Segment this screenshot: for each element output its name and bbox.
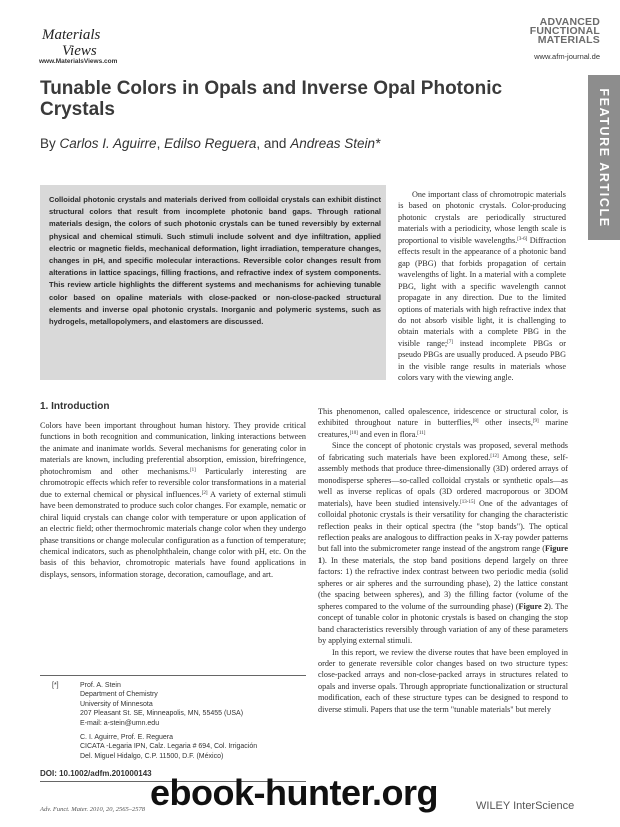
feature-article-tab xyxy=(588,75,620,240)
paragraph-text: ). In these materials, the stop band positions depend largely on three factors: 1) the refractive index contrast between two periodic media (solid spheres or air spheres and the surrounding phase), 2) the lattice constant (the spacing between spheres), and 3) the filling factor (volume of the spheres compared to the volume of the surrounding phase) ( xyxy=(318,555,568,611)
paragraph-text: Diffraction effects result in the appearance of a photonic band gap (PBG) that forbids propagation of certain wavelengths of light. In a material with a complete PBG, light with a specific wavelength cannot propagate in any direction. Due to the limited options of materials with high refractive index that do not absorb visible light, it is challenging to obtain materials with a complete PBG in the visible range; xyxy=(398,235,566,348)
logo-line1: Materials xyxy=(42,27,101,43)
citation: [9] xyxy=(532,419,539,425)
citation: [13-15] xyxy=(460,499,476,505)
by-label: By xyxy=(40,136,56,151)
watermark: ebook-hunter.org xyxy=(150,772,438,813)
paragraph-text: A variety of external stimuli have been demonstrated to produce such color changes. For example, nematic or chiral liquid crystals can change color with temperature or upon application of an electric field; other thermochromic materials change color when they undergo phase transitions or change molecular configuration as a function of temperature; chemical indicators, such as phenolphthalein, change color with pH, etc. On the basis of this behavior, chromotropic materials have found applications in displays, sensors, information storage, decoration, camouflage, and art. xyxy=(40,489,306,579)
journal-reference: Adv. Funct. Mater. 2010, 20, 2565–2578 xyxy=(40,806,145,813)
citation: [2] xyxy=(201,490,208,496)
paragraph-text: other insects, xyxy=(478,418,533,428)
materials-views-logo xyxy=(40,24,135,58)
citation: [11] xyxy=(417,430,426,436)
paragraph-text: Since the concept of photonic crystals was proposed, several methods of fabricating such materials have been explored. xyxy=(318,441,568,462)
afm-logo xyxy=(490,18,600,45)
footnote-divider xyxy=(40,675,306,676)
paragraph-text: marine creatures, xyxy=(318,418,569,439)
footnote-line: Department of Chemistry xyxy=(80,691,158,699)
author-3: Andreas Stein* xyxy=(290,136,381,151)
afm-journal-url[interactable]: www.afm-journal.de xyxy=(534,52,600,61)
citation: [1] xyxy=(189,467,196,473)
publisher-logo: WILEY InterScience xyxy=(476,800,575,812)
paragraph-text: instead incomplete PBGs or pseudo PBGs are usually produced. A pseudo PBG in the visible range results in materials whose colors vary with the viewing angle. xyxy=(398,338,566,383)
footnote-line: CICATA -Legaria IPN, Calz. Legaria # 694, Col. Irrigación xyxy=(80,743,258,751)
paragraph-text: In this report, we review the diverse routes that have been employed in order to generate reversible color changes based on two structure types: close-packed arrays and non-close-packed arrays in structures related to opals and inverse opals. Through appropriate functionalization or structural modification, each of these structure types can be designed to respond to diverse stimuli. Papers that use the term "tunable materials" but merely xyxy=(318,647,568,714)
footnote-mark: [*] xyxy=(52,682,59,689)
author-byline: By Carlos I. Aguirre, Edilso Reguera, and Andreas Stein* xyxy=(40,136,381,151)
right-column-bottom xyxy=(318,406,568,715)
footnote-email[interactable]: E-mail: a-stein@umn.edu xyxy=(80,719,160,727)
doi[interactable]: DOI: 10.1002/adfm.201000143 xyxy=(40,769,152,778)
footnote-line: Del. Miguel Hidalgo, C.P. 11500, D.F. (México) xyxy=(80,752,224,760)
paragraph-text: This phenomenon, called opalescence, iridescence or structural color, is exhibited throughout nature in butterflies, xyxy=(318,407,568,428)
abstract-box xyxy=(40,185,386,380)
citation: [3-6] xyxy=(517,236,528,242)
footnote-line: Prof. A. Stein xyxy=(80,682,121,689)
paragraph-text: Colors have been important throughout human history. They provide critical functions in both recognition and communication, linking interactions between the animate and inanimate worlds. Several mechanisms for generating color in materials are known, including preferential absorption, emission, birefringence, photochromism and other mechanisms. xyxy=(40,421,306,476)
paragraph-text: One important class of chromotropic materials is based on photonic crystals. Color-producing photonic crystals are periodically structured materials with a periodicity, whose length scale is proportional to visible wavelengths. xyxy=(398,190,566,245)
author-2: Edilso Reguera xyxy=(164,136,257,151)
author-1: Carlos I. Aguirre xyxy=(59,136,157,151)
citation: [10] xyxy=(349,430,358,436)
right-column-top xyxy=(398,189,566,384)
figure-2-link[interactable]: Figure 2 xyxy=(518,601,549,611)
paragraph-text: Particularly interesting are chromotropic effects which refer to reversible color transformations in a material due to external chemical or physical influences. xyxy=(40,466,306,499)
abstract-text: Colloidal photonic crystals and materials derived from colloidal crystals can exhibit distinct structural colors that result from incomplete photonic band gaps. Through rational materials design, the colors of such photonic crystals can be tuned reversibly by external physical and chemical stimuli. Such stimuli include solvent and dye infiltration, applied electric or magnetic fields, mechanical deformation, light irradiation, temperature changes, changes in pH, and specific molecular interactions. Reversible color changes result from alterations in lattice spacings, filling fractions, and refractive index of system components. This review article highlights the different systems and mechanisms for achieving tunable color based on opaline materials with close-packed or non-close-packed structural elements and inverse opal photonic crystals. Inorganic and polymeric systems, such as hydrogels, metallopolymers, and elastomers are discussed. xyxy=(49,195,381,327)
materials-views-url[interactable]: www.MaterialsViews.com xyxy=(39,58,118,65)
left-column xyxy=(40,420,306,580)
afm-logo-line1: ADVANCED xyxy=(539,16,600,28)
article-title: Tunable Colors in Opals and Inverse Opal Photonic Crystals xyxy=(40,78,503,120)
citation: [8] xyxy=(472,419,479,425)
figure-1-link[interactable]: Figure 1 xyxy=(318,544,568,565)
section-heading: 1. Introduction xyxy=(40,401,110,412)
and-label: and xyxy=(263,136,287,151)
paragraph-text: One of the advantages of colloidal photonic crystals is their versatility for changing the characteristic reflection peaks in their optical spectra (the "stop bands"). The optical reflection peaks are analogous to diffraction peaks in X-ray powder patterns but fall into the submicrometer range instead of the angstrom range ( xyxy=(318,498,568,554)
logo-line2: Views xyxy=(62,43,97,58)
footnote-line: 207 Pleasant St. SE, Minneapolis, MN, 55455 (USA) xyxy=(80,710,244,718)
footnote-line: C. I. Aguirre, Prof. E. Reguera xyxy=(80,734,173,742)
citation: [12] xyxy=(490,453,499,459)
feature-article-label: FEATURE ARTICLE xyxy=(597,87,611,228)
afm-logo-line3: MATERIALS xyxy=(537,34,600,46)
citation: [7] xyxy=(447,339,454,345)
paragraph-text: ). The concept of tunable color in photonic crystals is based on changing the stop band characteristics reversibly through variation of any of these parameters by applying external stimuli. xyxy=(318,601,569,646)
paragraph-text: Among these, self-assembly methods that produce three-dimensionally (3D) ordered arrays of monodisperse spheres—so-called colloidal crystals or synthetic opals—as well as inverse replicas of opals (3D ordered macroporous or 3DOM materials), have been studied intensively. xyxy=(318,452,569,508)
afm-logo-line2: FUNCTIONAL xyxy=(529,25,600,37)
paragraph-text: and even in flora. xyxy=(357,429,418,439)
footnote-line: University of Minnesota xyxy=(80,700,153,708)
